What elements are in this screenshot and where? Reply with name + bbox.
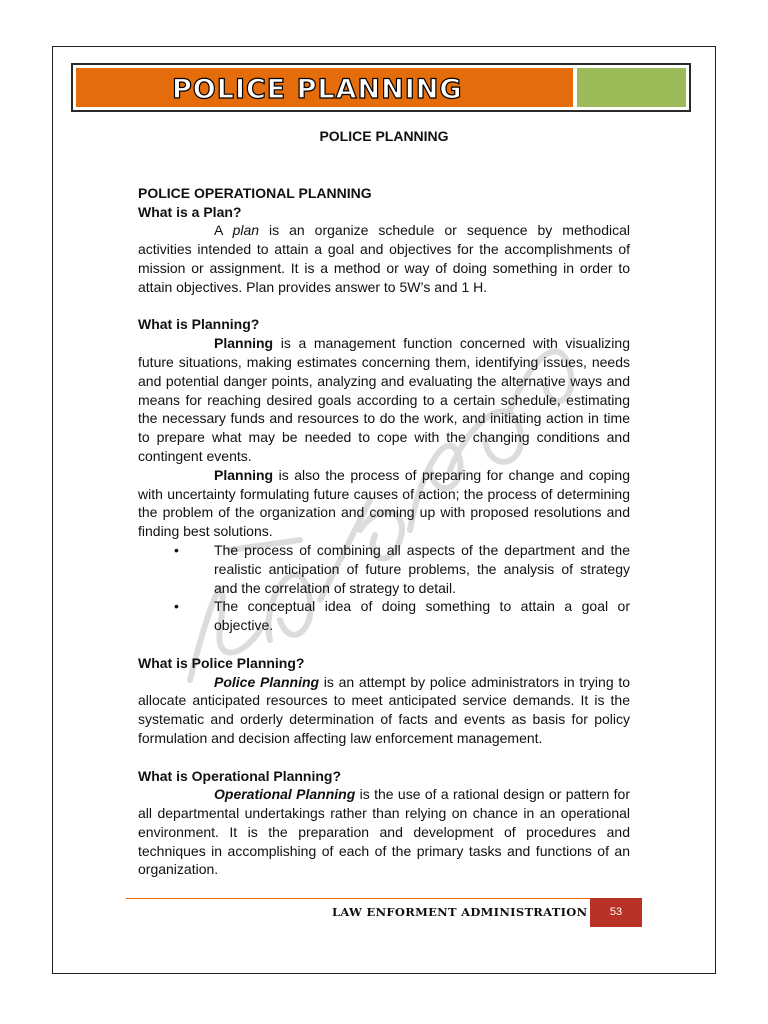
section-heading-operational: POLICE OPERATIONAL PLANNING — [138, 184, 372, 201]
plan-term: plan — [232, 222, 260, 239]
plan-definition: is an organize schedule or sequence by methodical activities intended to attain a goal and objectives for the accomplishments of mission or assignment. It is a method or way of doing something in order to attain objectives. Plan provides answer to 5W’s and 1 H. — [138, 222, 630, 295]
footer-title: LAW ENFORMENT ADMINISTRATION — [332, 905, 588, 919]
footer-divider — [126, 898, 590, 899]
planning-term-2: Planning — [214, 466, 274, 483]
police-planning-definition: is an attempt by police administrators in trying to allocate anticipated resources to meet anticipated service demands. It is the systematic and orderly determination of facts and events as basis for policy formulation and decision affecting law enforcement management. — [138, 673, 630, 746]
document-body — [138, 127, 630, 879]
question-what-is-plan: What is a Plan? — [138, 203, 242, 220]
paragraph-operational-planning — [138, 785, 630, 879]
banner-title: POLICE PLANNING — [172, 74, 463, 105]
bullet-text-2: The conceptual idea of doing something to attain a goal or objective. — [214, 598, 630, 634]
header-banner — [71, 63, 691, 112]
question-what-is-operational-planning: What is Operational Planning? — [138, 767, 342, 784]
planning-definition-2: is also the process of preparing for change and coping with uncertainty formulating future causes of action; the process of determining the problem of the organization and coming up with proposed resolutions and finding best solutions. — [138, 466, 630, 540]
document-title: POLICE PLANNING — [319, 128, 449, 144]
question-what-is-police-planning: What is Police Planning? — [138, 654, 305, 671]
bullet-text-1: The process of combining all aspects of the department and the realistic anticipation of future problems, the analysis of strategy and the correlation of strategy to detail. — [214, 541, 630, 596]
planning-term-1: Planning — [214, 335, 274, 352]
paragraph-planning-1 — [138, 334, 630, 466]
operational-planning-definition: is the use of a rational design or pattern for all departmental undertakings rather than relying on chance in an operational environment. It is the preparation and development of procedures and techniques in accomplishing of each of the primary tasks and functions of an organization. — [138, 786, 630, 878]
list-item — [138, 541, 630, 597]
planning-definition-1: is a management function concerned with visualizing future situations, making estimates concerning them, identifying issues, needs and potential danger points, analyzing and evaluating the alternative ways and means for reaching desired goals according to a certain schedule, estimating the necessary funds and resources to do the work, and initiating action in time to prepare what may be needed to cope with the changing conditions and contingent events. — [138, 335, 630, 464]
question-what-is-planning: What is Planning? — [138, 316, 260, 333]
list-item — [138, 597, 630, 635]
paragraph-police-planning — [138, 673, 630, 748]
bullet-icon: • — [174, 598, 179, 615]
banner-orange-block — [76, 68, 573, 107]
paragraph-planning-2 — [138, 466, 630, 541]
police-planning-term: Police Planning — [214, 673, 320, 690]
paragraph-plan — [138, 221, 630, 296]
operational-planning-term: Operational Planning — [214, 786, 356, 803]
bullet-icon: • — [174, 541, 179, 558]
plan-lead: A — [214, 222, 233, 239]
planning-bullet-list — [138, 541, 630, 635]
page-number: 53 — [590, 898, 642, 927]
banner-green-block — [577, 68, 686, 107]
